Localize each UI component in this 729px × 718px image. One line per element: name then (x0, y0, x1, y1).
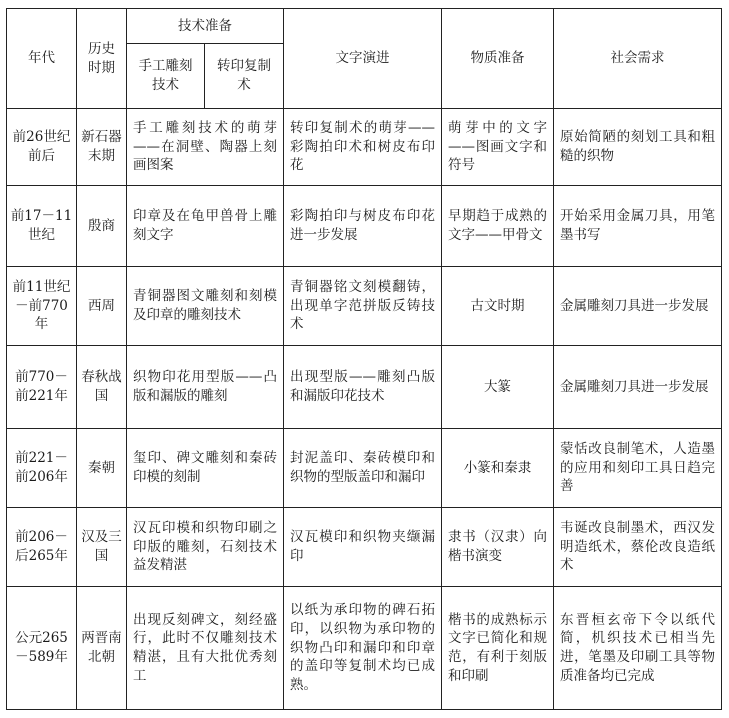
cell-tech: 青铜器图文雕刻和刻模及印章的雕刻技术 (127, 267, 284, 346)
cell-text-evolution: 汉瓦模印和织物夹缬漏印 (284, 508, 442, 587)
cell-era: 前17－11世纪 (7, 186, 77, 267)
header-tech-carving: 手工雕刻技术 (127, 44, 205, 109)
cell-period: 春秋战国 (77, 346, 127, 429)
cell-text-evolution: 封泥盖印、秦砖模印和织物的型版盖印和漏印 (284, 429, 442, 508)
table-header (7, 9, 722, 109)
cell-material: 古文时期 (442, 267, 554, 346)
cell-tech: 出现反刻碑文，刻经盛行，此时不仅雕刻技术精湛，且有大批优秀刻工 (127, 587, 284, 710)
cell-period: 秦朝 (77, 429, 127, 508)
cell-social: 金属雕刻刀具进一步发展 (554, 346, 722, 429)
cell-social: 东晋桓玄帝下令以纸代简，机织技术已相当先进，笔墨及印刷工具等物质准备均已完成 (554, 587, 722, 710)
table-row (7, 186, 722, 267)
header-material: 物质准备 (442, 9, 554, 109)
cell-era: 前26世纪前后 (7, 109, 77, 186)
cell-material: 隶书（汉隶）向楷书演变 (442, 508, 554, 587)
cell-social: 韦诞改良制墨术，西汉发明造纸术，蔡伦改良造纸术 (554, 508, 722, 587)
cell-text-evolution: 青铜器铭文刻模翻铸，出现单字范拼版反铸技术 (284, 267, 442, 346)
cell-period: 两晋南北朝 (77, 587, 127, 710)
cell-tech: 手工雕刻技术的萌芽——在洞壁、陶器上刻画图案 (127, 109, 284, 186)
table-row (7, 587, 722, 710)
cell-material: 早期趋于成熟的文字——甲骨文 (442, 186, 554, 267)
table-body (7, 109, 722, 710)
cell-text-evolution: 以纸为承印物的碑石拓印，以织物为承印物的织物凸印和漏印和印章的盖印等复制术均已成熟。 (284, 587, 442, 710)
cell-material: 大篆 (442, 346, 554, 429)
cell-material: 楷书的成熟标示文字已简化和规范，有利于刻版和印刷 (442, 587, 554, 710)
cell-tech: 织物印花用型版——凸版和漏版的雕刻 (127, 346, 284, 429)
cell-era: 前206－后265年 (7, 508, 77, 587)
header-period: 历史时期 (77, 9, 127, 109)
cell-period: 新石器末期 (77, 109, 127, 186)
cell-material: 萌芽中的文字——图画文字和符号 (442, 109, 554, 186)
table-row (7, 508, 722, 587)
table-container (6, 8, 722, 710)
table-row (7, 267, 722, 346)
cell-period: 西周 (77, 267, 127, 346)
cell-era: 前770－前221年 (7, 346, 77, 429)
cell-social: 金属雕刻刀具进一步发展 (554, 267, 722, 346)
cell-text-evolution: 转印复制术的萌芽——彩陶拍印术和树皮布印花 (284, 109, 442, 186)
cell-text-evolution: 出现型版——雕刻凸版和漏版印花技术 (284, 346, 442, 429)
table-row (7, 429, 722, 508)
cell-tech: 印章及在龟甲兽骨上雕刻文字 (127, 186, 284, 267)
cell-era: 前11世纪－前770年 (7, 267, 77, 346)
cell-tech: 玺印、碑文雕刻和秦砖印模的刻制 (127, 429, 284, 508)
header-era: 年代 (7, 9, 77, 109)
history-table (6, 8, 722, 710)
header-tech-group: 技术准备 (127, 9, 284, 44)
cell-social: 原始简陋的刻划工具和粗糙的织物 (554, 109, 722, 186)
header-tech-transfer: 转印复制术 (205, 44, 284, 109)
cell-period: 殷商 (77, 186, 127, 267)
cell-text-evolution: 彩陶拍印与树皮布印花进一步发展 (284, 186, 442, 267)
cell-era: 公元265－589年 (7, 587, 77, 710)
table-row (7, 346, 722, 429)
cell-social: 蒙恬改良制笔术，人造墨的应用和刻印工具日趋完善 (554, 429, 722, 508)
cell-social: 开始采用金属刀具，用笔墨书写 (554, 186, 722, 267)
cell-era: 前221－前206年 (7, 429, 77, 508)
header-text-evolution: 文字演进 (284, 9, 442, 109)
header-social: 社会需求 (554, 9, 722, 109)
table-row (7, 109, 722, 186)
cell-period: 汉及三国 (77, 508, 127, 587)
cell-tech: 汉瓦印模和织物印刷之印版的雕刻，石刻技术益发精湛 (127, 508, 284, 587)
cell-material: 小篆和秦隶 (442, 429, 554, 508)
